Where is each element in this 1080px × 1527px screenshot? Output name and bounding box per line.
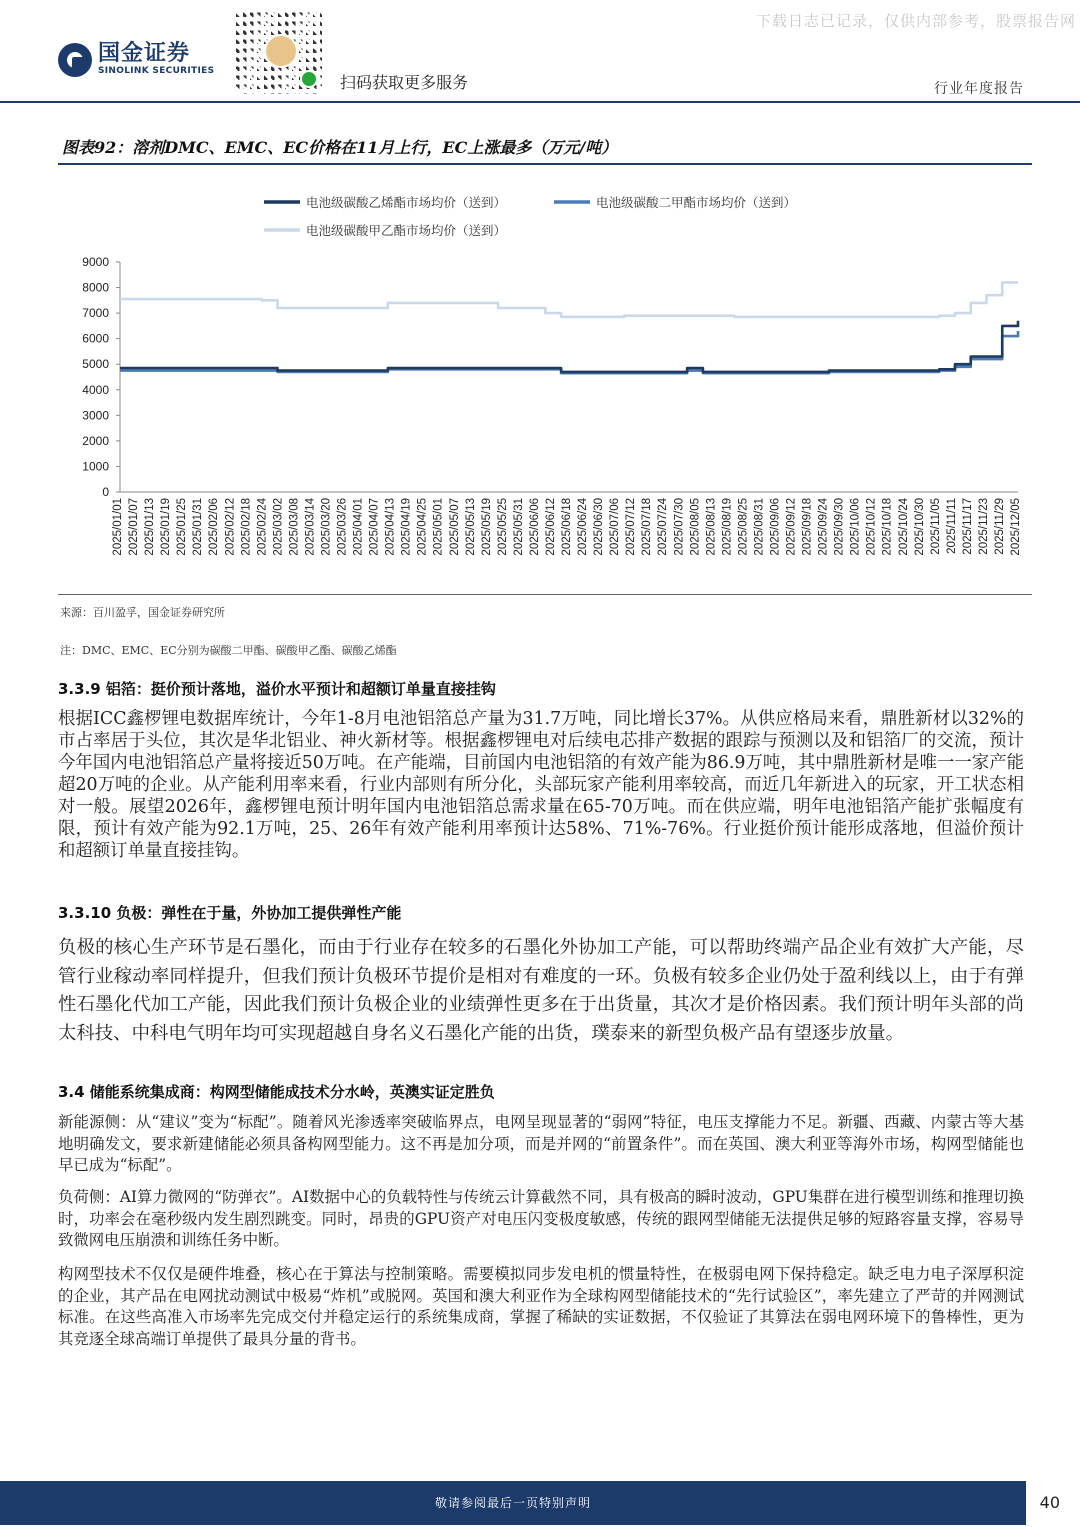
x-tick-label-4: 2025/01/25: [176, 498, 189, 556]
x-tick-label-44: 2025/09/24: [817, 498, 830, 556]
x-tick-label-13: 2025/03/20: [320, 498, 333, 556]
y-tick-label-6: 6000: [82, 331, 109, 346]
x-tick-label-33: 2025/07/18: [641, 498, 654, 556]
x-tick-label-21: 2025/05/07: [448, 498, 461, 556]
series-line-2: [120, 282, 1018, 317]
legend-label-2: 电池级碳酸甲乙酯市场均价（送到）: [306, 223, 507, 238]
figure-bottom-rule: [58, 594, 1032, 595]
x-tick-label-28: 2025/06/18: [561, 498, 573, 556]
x-tick-label-45: 2025/09/30: [833, 498, 846, 556]
y-tick-label-8: 8000: [82, 280, 109, 295]
x-tick-label-35: 2025/07/30: [673, 498, 686, 556]
x-tick-label-42: 2025/09/12: [785, 498, 798, 556]
x-tick-label-27: 2025/06/12: [544, 498, 557, 556]
qr-code-icon[interactable]: [236, 8, 322, 94]
y-tick-label-9: 9000: [82, 255, 109, 269]
legend-label-0: 电池级碳酸乙烯酯市场均价（送到）: [306, 195, 507, 210]
y-axis: [82, 255, 120, 499]
x-tick-label-30: 2025/06/30: [593, 498, 606, 556]
y-tick-label-0: 0: [102, 485, 109, 499]
x-tick-label-29: 2025/06/24: [577, 498, 590, 556]
figure-title: 图表92：溶剂DMC、EMC、EC价格在11月上行，EC上涨最多（万元/吨）: [62, 138, 618, 157]
y-tick-label-7: 7000: [82, 306, 109, 321]
scan-prompt: 扫码获取更多服务: [340, 73, 469, 92]
x-tick-label-55: 2025/11/29: [993, 498, 1006, 555]
y-tick-label-2: 2000: [82, 433, 109, 448]
x-tick-label-49: 2025/10/24: [897, 498, 910, 556]
x-tick-label-36: 2025/08/05: [689, 498, 702, 556]
x-tick-label-14: 2025/03/26: [336, 498, 349, 556]
x-tick-label-41: 2025/09/06: [769, 498, 782, 556]
figure-note: 注：DMC、EMC、EC分别为碳酸二甲酯、碳酸甲乙酯、碳酸乙烯酯: [60, 644, 397, 657]
x-tick-label-34: 2025/07/24: [657, 498, 670, 556]
x-tick-label-2: 2025/01/13: [144, 498, 157, 556]
report-type: 行业年度报告: [934, 81, 1024, 97]
x-tick-label-22: 2025/05/13: [464, 498, 477, 556]
company-logo: [58, 42, 214, 77]
x-tick-label-17: 2025/04/13: [384, 498, 397, 556]
x-tick-label-9: 2025/02/24: [256, 498, 269, 556]
series-lines: [120, 282, 1018, 373]
x-tick-label-23: 2025/05/19: [480, 498, 493, 556]
figure-top-rule: [58, 163, 1032, 165]
x-tick-label-37: 2025/08/13: [705, 498, 718, 556]
x-tick-label-53: 2025/11/17: [961, 498, 974, 555]
series-line-0: [120, 321, 1018, 372]
x-tick-label-51: 2025/11/05: [929, 498, 942, 555]
page-number: 40: [1039, 1493, 1060, 1512]
x-tick-label-31: 2025/07/06: [609, 498, 622, 556]
x-tick-label-15: 2025/04/01: [352, 498, 365, 556]
watermark: 下载日志已记录，仅供内部参考，股票报告网: [755, 12, 1076, 30]
x-axis: [112, 492, 1022, 556]
section-heading-aluminum-foil: 3.3.9 铝箔：挺价预计落地，溢价水平预计和超额订单量直接挂钩: [58, 680, 496, 698]
x-tick-label-40: 2025/08/31: [753, 498, 766, 556]
logo-name-cn: 国金证券: [98, 41, 191, 66]
x-tick-label-38: 2025/08/19: [721, 498, 734, 556]
footer-disclaimer[interactable]: 敬请参阅最后一页特别声明: [434, 1496, 591, 1510]
x-tick-label-43: 2025/09/18: [801, 498, 814, 556]
x-tick-label-20: 2025/05/01: [432, 498, 445, 556]
x-tick-label-26: 2025/06/06: [528, 498, 541, 556]
qr-center-logo: [264, 34, 298, 68]
x-tick-label-8: 2025/02/18: [240, 498, 253, 556]
y-tick-label-1: 1000: [82, 459, 109, 474]
y-tick-label-3: 3000: [82, 408, 109, 423]
x-tick-label-6: 2025/02/06: [208, 498, 221, 556]
x-tick-label-18: 2025/04/19: [400, 498, 413, 556]
x-tick-label-32: 2025/07/12: [625, 498, 638, 556]
x-tick-label-25: 2025/05/31: [512, 498, 525, 556]
wechat-badge-icon: [300, 70, 318, 88]
logo-name-en: SINOLINK SECURITIES: [98, 66, 215, 76]
paragraph-aluminum-foil: 根据ICC鑫椤锂电数据库统计，今年1-8月电池铝箔总产量为31.7万吨，同比增长37%。从供应格局来看，鼎胜新材以32%的市占率居于头位，其次是华北铝业、神火新材等。根据鑫椤锂电对后续电芯排产数据的跟踪与预测以及和铝箔厂的交流，预计今年国内电池铝箔总产量将接近50万吨。在产能端，目前国内电池铝箔的有效产能为86.9万吨，其中鼎胜新材是唯一一家产能超20万吨的企业。从产能利用率来看，行业内部则有所分化，头部玩家产能利用率较高，而近几年新进入的玩家，开工状态相对一般。展望2026年，鑫椤锂电预计明年国内电池铝箔总需求量在65-70万吨。而在供应端，明年电池铝箔产能扩张幅度有限，预计有效产能为92.1万吨，25、26年有效产能利用率预计达58%、71%-76%。行业挺价预计能形成落地，但溢价预计和超额订单量直接挂钩。: [58, 709, 1024, 861]
logo-icon: [58, 43, 92, 77]
x-tick-label-11: 2025/03/08: [288, 498, 301, 556]
paragraph-generation-side: 新能源侧：从“建议”变为“标配”。随着风光渗透率突破临界点，电网呈现显著的“弱网”特征，电压支撑能力不足。新疆、西藏、内蒙古等大基地明确发文，要求新建储能必须具备构网型能力。这不再是加分项，而是并网的“前置条件”。而在英国、澳大利亚等海外市场，构网型储能也早已成为“标配”。: [58, 1113, 1024, 1174]
x-tick-label-48: 2025/10/18: [881, 498, 894, 556]
x-tick-label-46: 2025/10/06: [849, 498, 862, 556]
paragraph-load-side: 负荷侧：AI算力微网的“防弹衣”。AI数据中心的负载特性与传统云计算截然不同，具有极高的瞬时波动，GPU集群在进行模型训练和推理切换时，功率会在毫秒级内发生剧烈跳变。同时，昂贵的GPU资产对电压闪变极度敏感，传统的跟网型储能无法提供足够的短路容量支撑，容易导致微网电压崩溃和训练任务中断。: [58, 1188, 1024, 1249]
x-tick-label-16: 2025/04/07: [368, 498, 381, 556]
section-heading-anode: 3.3.10 负极：弹性在于量，外协加工提供弹性产能: [58, 904, 402, 922]
paragraph-anode: 负极的核心生产环节是石墨化，而由于行业存在较多的石墨化外协加工产能，可以帮助终端产品企业有效扩大产能，尽管行业稼动率同样提升，但我们预计负极环节提价是相对有难度的一环。负极有较多企业仍处于盈利线以上，由于有弹性石墨化代加工产能，因此我们预计负极企业的业绩弹性更多在于出货量，其次才是价格因素。我们预计明年头部的尚太科技、中科电气明年均可实现超越自身名义石墨化产能的出货，璞泰来的新型负极产品有望逐步放量。: [58, 937, 1024, 1044]
x-tick-label-3: 2025/01/19: [160, 498, 173, 556]
paragraph-grid-forming-tech: 构网型技术不仅仅是硬件堆叠，核心在于算法与控制策略。需要模拟同步发电机的惯量特性，在极弱电网下保持稳定。缺乏电力电子深厚积淀的企业，其产品在电网扰动测试中极易“炸机”或脱网。英国和澳大利亚作为全球构网型储能技术的“先行试验区”，率先建立了严苛的并网测试标准。在这些高准入市场率先完成交付并稳定运行的系统集成商，掌握了稀缺的实证数据，不仅验证了其算法在弱电网环境下的鲁棒性，更为其竞逐全球高端订单提供了最具分量的背书。: [58, 1265, 1024, 1348]
header-divider: [0, 101, 1080, 103]
x-tick-label-54: 2025/11/23: [977, 498, 990, 555]
x-tick-label-10: 2025/03/02: [272, 498, 285, 556]
x-tick-label-19: 2025/04/25: [416, 498, 429, 556]
x-tick-label-56: 2025/12/05: [1010, 498, 1022, 556]
x-tick-label-0: 2025/01/01: [112, 498, 124, 556]
y-tick-label-4: 4000: [82, 382, 109, 397]
chart-legend: [264, 195, 796, 238]
x-tick-label-50: 2025/10/30: [913, 498, 926, 556]
x-tick-label-47: 2025/10/12: [865, 498, 878, 556]
y-tick-label-5: 5000: [82, 357, 109, 372]
x-tick-label-39: 2025/08/25: [737, 498, 750, 556]
x-tick-label-52: 2025/11/11: [945, 498, 958, 554]
section-heading-energy-storage: 3.4 储能系统集成商：构网型储能成技术分水岭，英澳实证定胜负: [58, 1083, 495, 1101]
x-tick-label-12: 2025/03/14: [304, 498, 317, 556]
figure-source: 来源：百川盈孚，国金证券研究所: [60, 606, 225, 619]
x-tick-label-1: 2025/01/07: [128, 498, 141, 556]
x-tick-label-24: 2025/05/25: [496, 498, 509, 556]
price-line-chart: [58, 170, 1032, 590]
x-tick-label-5: 2025/01/31: [192, 498, 205, 556]
legend-label-1: 电池级碳酸二甲酯市场均价（送到）: [596, 195, 797, 210]
x-tick-label-7: 2025/02/12: [224, 498, 237, 556]
